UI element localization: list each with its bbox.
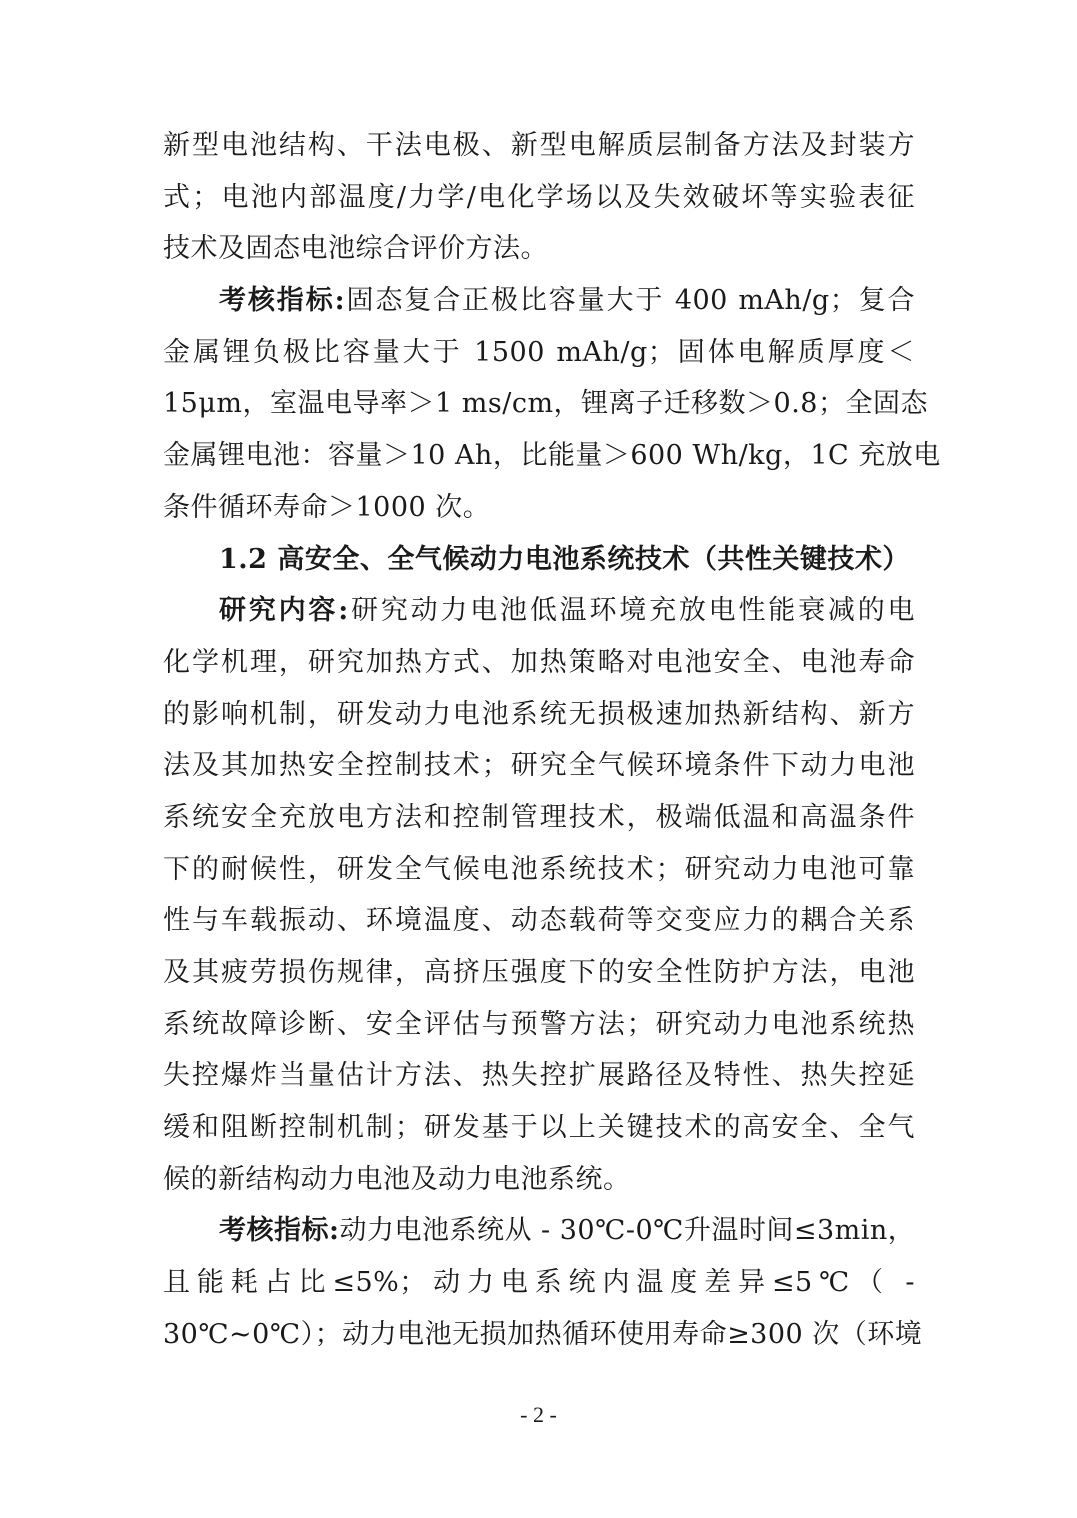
text-line [163,585,915,637]
research-content-label: 研究内容: [219,595,349,627]
text-line [163,1205,915,1257]
text-line: 15μm，室温电导率＞1 ms/cm，锂离子迁移数＞0.8；全固态 [163,388,928,420]
text-line: 条件循环寿命＞1000 次。 [163,491,491,523]
text-line: 法及其加热安全控制技术；研究全气候环境条件下动力电池 [163,750,915,782]
text-line: 式；电池内部温度/力学/电化学场以及失效破坏等实验表征 [163,181,915,213]
text-line: 性与车载振动、环境温度、动态载荷等交变应力的耦合关系 [163,905,915,937]
text-span: 固态复合正极比容量大于 400 mAh/g；复合 [345,285,915,317]
document-page [163,120,941,1361]
page-number: - 2 - [520,1402,557,1427]
text-span: 研究动力电池低温环境充放电性能衰减的电 [348,595,916,627]
text-line: 失控爆炸当量估计方法、热失控扩展路径及特性、热失控延 [163,1060,915,1092]
section-heading: 1.2 高安全、全气候动力电池系统技术（共性关键技术） [219,543,910,575]
text-line: 技术及固态电池综合评价方法。 [163,233,548,265]
assessment-indicators-label: 考核指标: [219,1215,340,1247]
text-line: 缓和阻断控制机制；研发基于以上关键技术的高安全、全气 [163,1112,915,1144]
text-line: 系统安全充放电方法和控制管理技术，极端低温和高温条件 [163,801,915,833]
text-line: 下的耐候性，研发全气候电池系统技术；研究动力电池可靠 [163,853,915,885]
text-line: 系统故障诊断、安全评估与预警方法；研究动力电池系统热 [163,1008,915,1040]
text-line: 30℃~0℃）；动力电池无损加热循环使用寿命≥300 次（环境 [163,1318,923,1350]
text-line: 且能耗占比≤5%；动力电系统内温度差异≤5℃（ - [163,1267,915,1299]
text-line: 及其疲劳损伤规律，高挤压强度下的安全性防护方法，电池 [163,957,915,988]
text-line: 候的新结构动力电池及动力电池系统。 [163,1163,631,1195]
text-line: 金属锂电池：容量＞10 Ah，比能量＞600 Wh/kg，1C 充放电 [163,440,941,472]
text-line: 金属锂负极比容量大于 1500 mAh/g；固体电解质厚度＜ [163,336,915,368]
text-line: 新型电池结构、干法电极、新型电解质层制备方法及封装方 [163,130,915,161]
text-line: 化学机理，研究加热方式、加热策略对电池安全、电池寿命 [163,646,915,678]
text-line: 的影响机制，研发动力电池系统无损极速加热新结构、新方 [163,698,915,730]
assessment-indicators-label: 考核指标: [219,285,346,317]
text-span: 动力电池系统从 - 30℃-0℃升温时间≤3min， [339,1215,916,1247]
text-line [163,275,915,327]
